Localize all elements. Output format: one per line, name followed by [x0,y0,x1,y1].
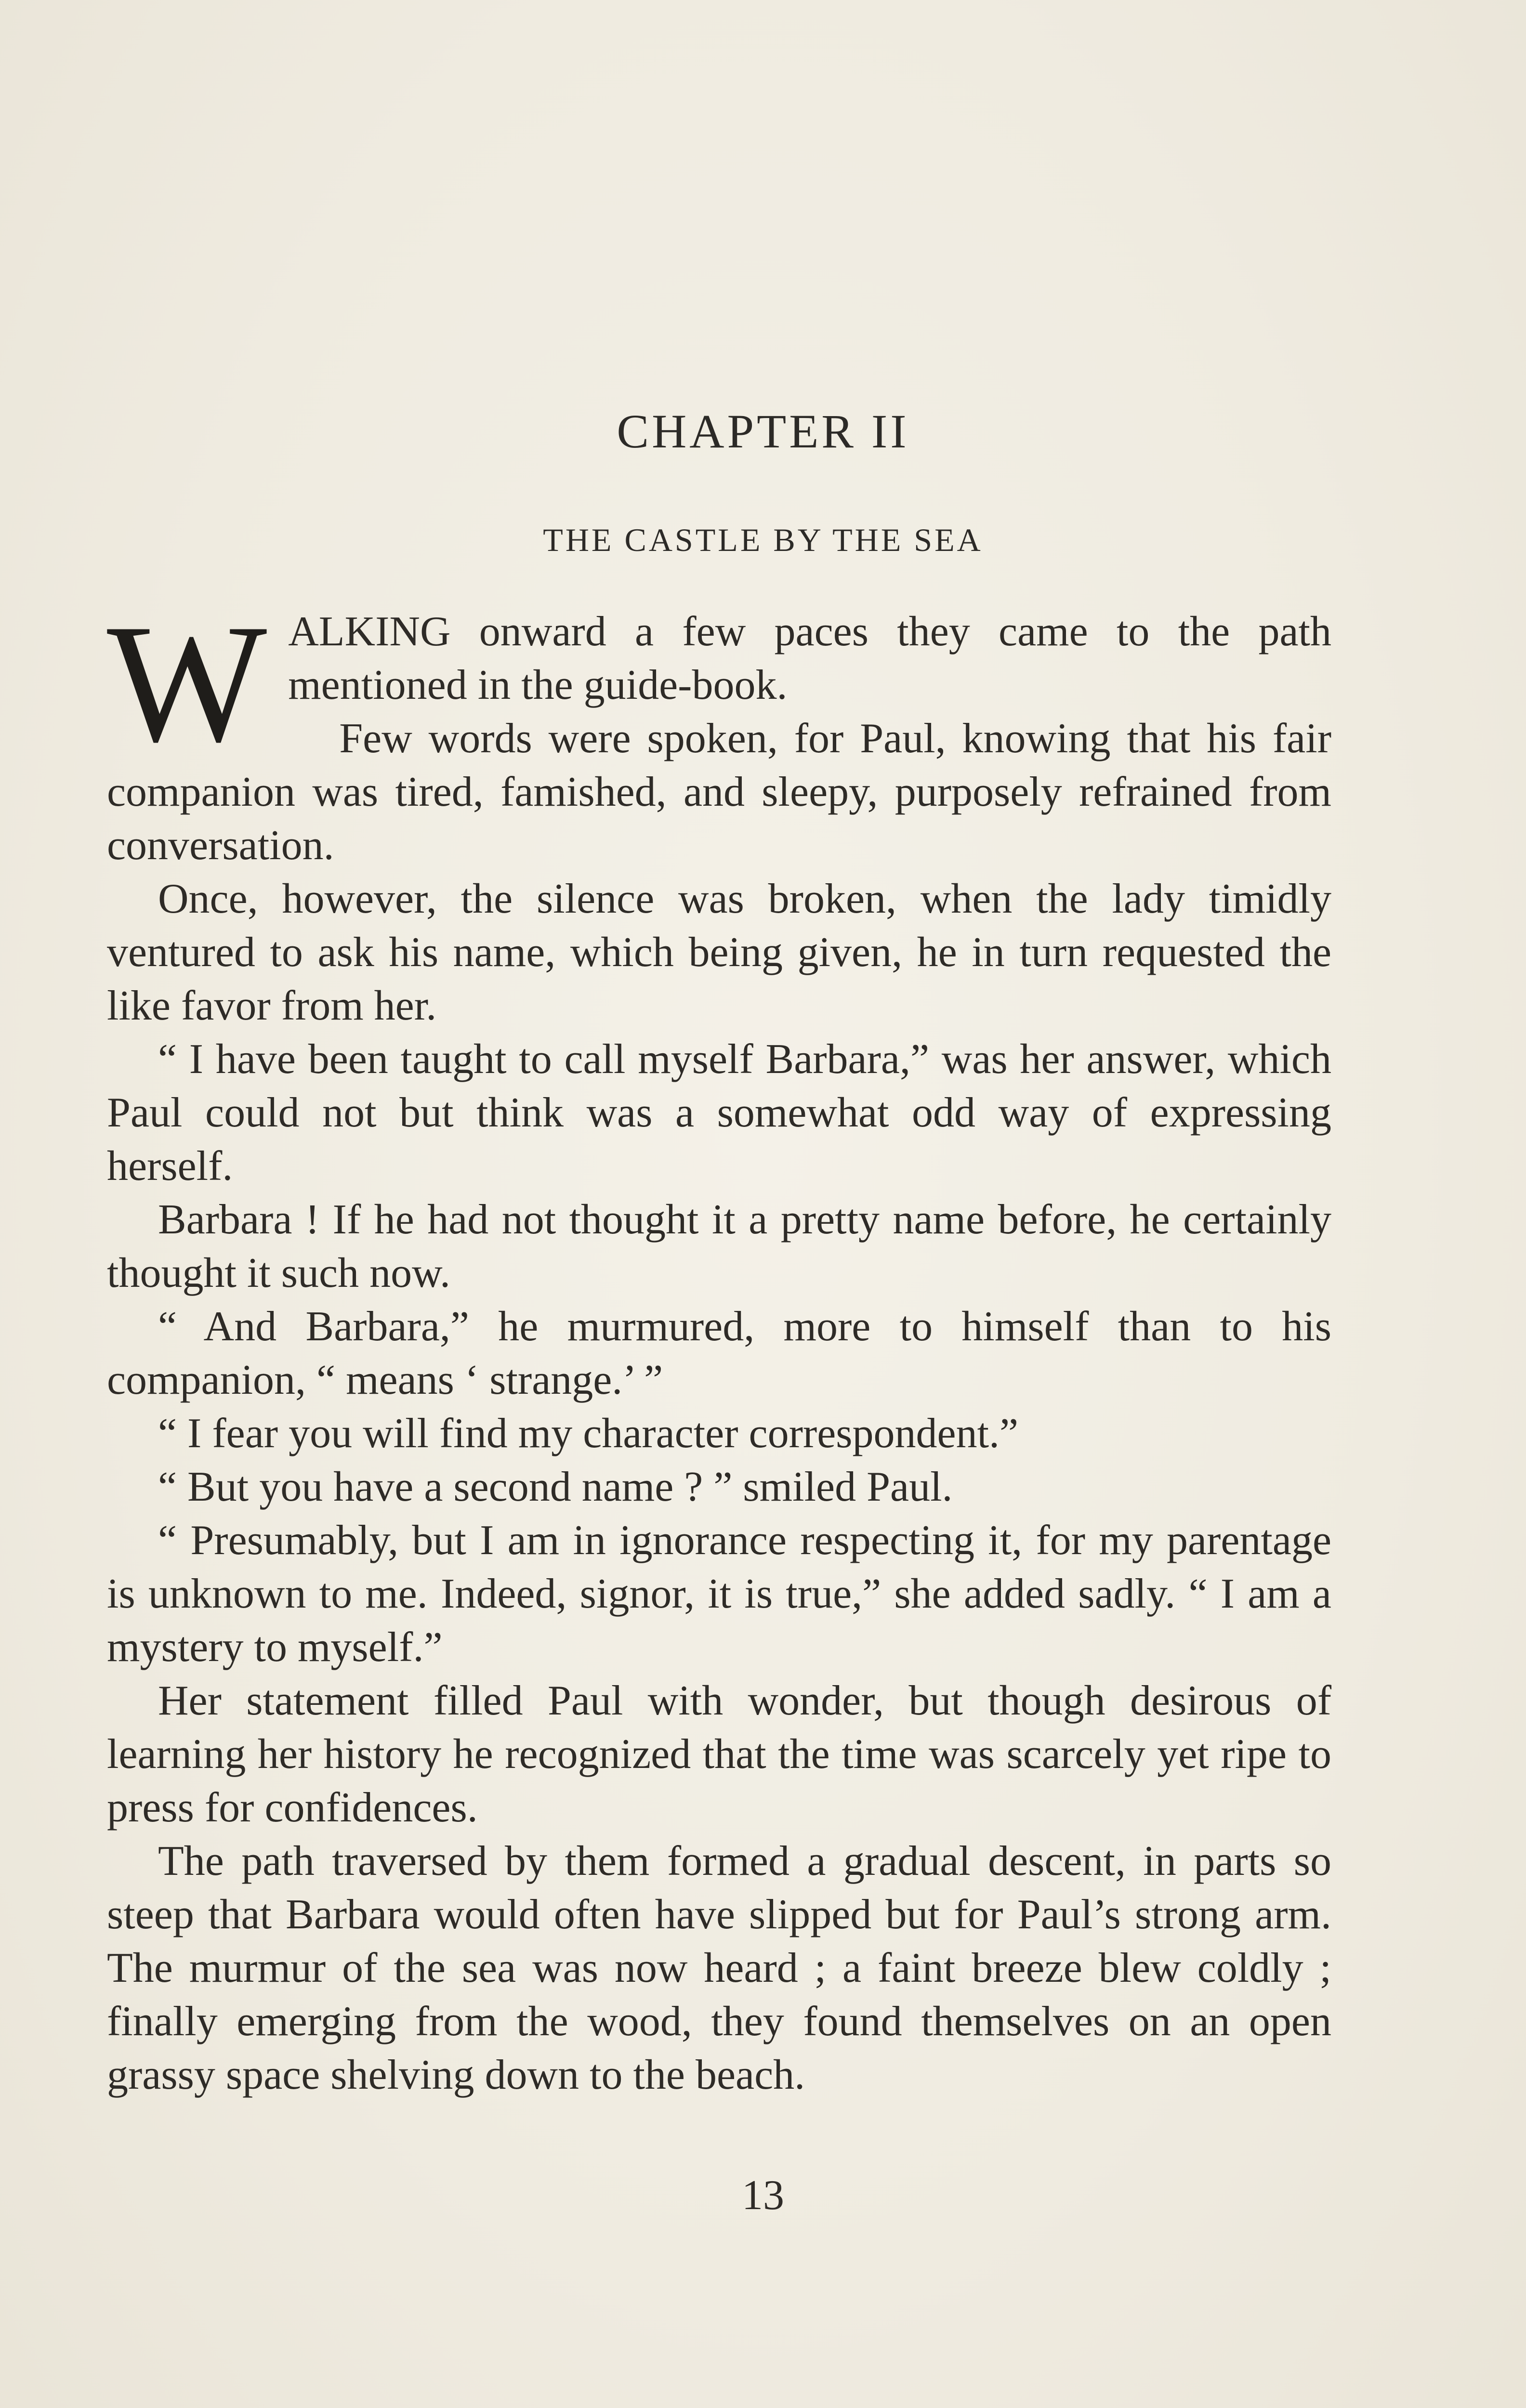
paragraph [107,589,1331,777]
paragraph: Few words were spoken, for Paul, knowing that his fair companion was tired, famished, and sleepy, purposely refrained from conversation. [107,715,1331,869]
paragraph: “ But you have a second name ? ” smiled Paul. [158,1464,953,1510]
drop-cap: W [107,589,267,777]
paragraph: “ And Barbara,” he murmured, more to himself than to his companion, “ means ‘ strange.’ ” [107,1303,1331,1403]
paragraph: Once, however, the silence was broken, when the lady timidly ventured to ask his name, which being given, he in turn requested the like favor from her. [107,876,1331,1029]
paragraph-text: ALKING onward a few paces they came to the path mentioned in the guide-book. [288,608,1331,708]
body-text [107,589,1331,2102]
paragraph: “ Presumably, but I am in ignorance respecting it, for my parentage is unknown to me. Indeed, signor, it is true,” she added sadly. “ I am a mystery to myself.” [107,1517,1331,1671]
chapter-subtitle: THE CASTLE BY THE SEA [543,522,983,558]
paragraph: “ I fear you will find my character correspondent.” [158,1410,1019,1457]
page-number: 13 [742,2172,784,2219]
paragraph: Barbara ! If he had not thought it a pretty name before, he certainly thought it such now. [107,1196,1331,1296]
chapter-title: CHAPTER II [617,405,909,458]
paragraph: The path traversed by them formed a gradual descent, in parts so steep that Barbara would often have slipped but for Paul’s strong arm. The murmur of the sea was now heard ; a faint breeze blew coldly ; finally emerging from the wood, they found themselves on an open grassy space shelving down to the beach. [107,1838,1331,2098]
paragraph: Her statement filled Paul with wonder, but though desirous of learning her history he recognized that the time was scarcely yet ripe to press for confidences. [107,1677,1331,1831]
paragraph: “ I have been taught to call myself Barbara,” was her answer, which Paul could not but think was a somewhat odd way of expressing herself. [107,1036,1331,1190]
